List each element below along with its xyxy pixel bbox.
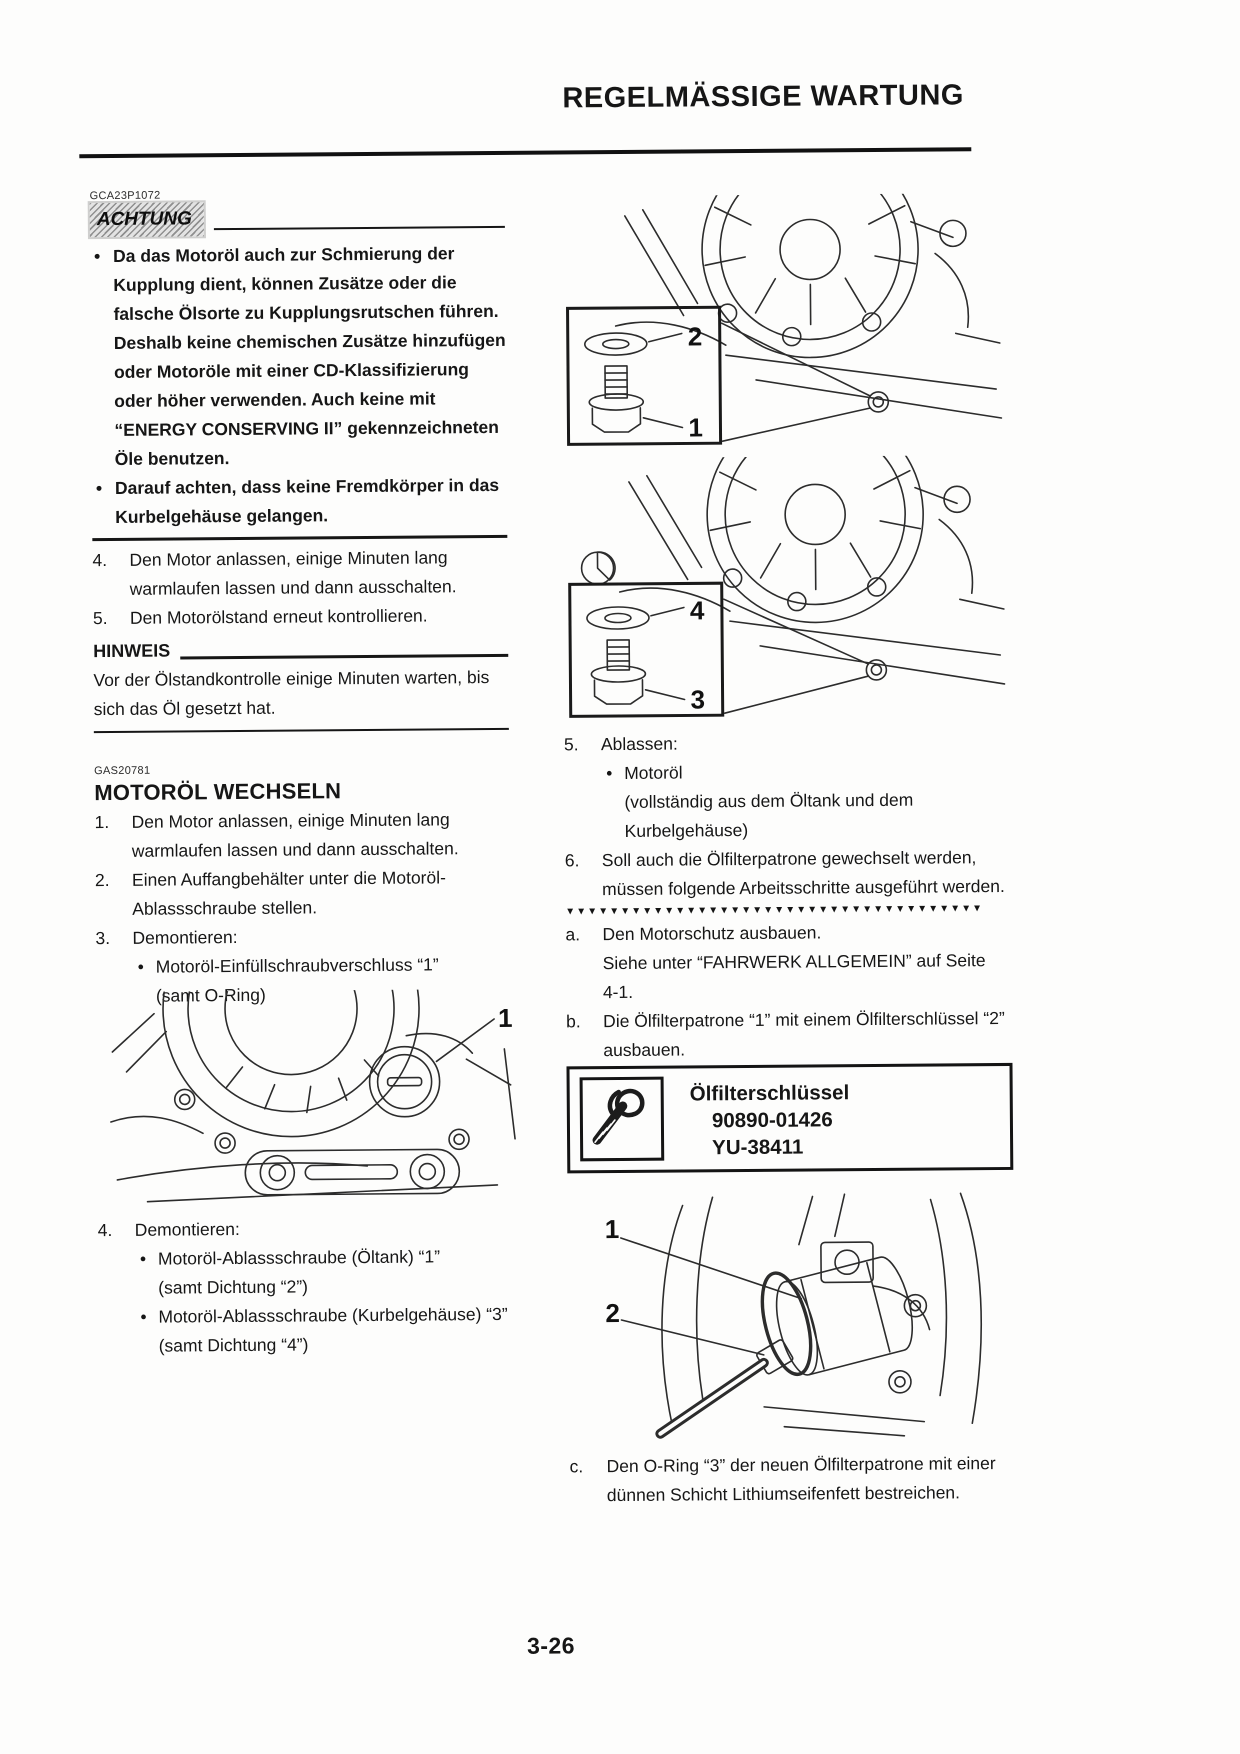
note-rule bbox=[180, 654, 508, 659]
bullet-line: (samt Dichtung “4”) bbox=[158, 1334, 309, 1356]
step-4-bullet-1 bbox=[135, 1242, 513, 1303]
caution-label: ACHTUNG bbox=[90, 202, 204, 237]
tool-name: Ölfilterschlüssel bbox=[689, 1081, 850, 1106]
figure-filler-cap bbox=[106, 989, 523, 1210]
caution-item: • Da das Motoröl auch zur Schmierung der Kupplung dient, können Zusätze oder die falsche Ölsorte zu Kupplungsrutschen führen. Deshalb keine chemischen Zusätze hinzufügen oder Motoröle mit einer CD-Klassifizierung oder höher verwenden. Auch keine mit “ENERGY CONSERVING II” gekennzeichneten Öle benutzen. bbox=[90, 239, 507, 474]
tool-info bbox=[690, 1075, 850, 1161]
left-column bbox=[90, 187, 511, 1011]
callout-drain-bolt: 1 bbox=[688, 412, 704, 443]
substep-b bbox=[566, 1004, 1006, 1065]
section-code: GAS20781 bbox=[94, 764, 151, 778]
bullet-line: (samt Dichtung “2”) bbox=[158, 1276, 309, 1298]
step-text bbox=[135, 1213, 514, 1361]
step-text: Einen Auffangbehälter unter die Motoröl-Ablassschraube stellen. bbox=[131, 867, 446, 919]
substep-line: Den Motorschutz ausbauen. bbox=[602, 922, 822, 945]
caution-list bbox=[90, 239, 507, 532]
callout-filter-cartridge: 1 bbox=[604, 1214, 620, 1245]
step-text-line: Ablassen: bbox=[600, 733, 678, 755]
step-number: 4. bbox=[97, 1219, 113, 1241]
callout-crankcase-washer: 4 bbox=[689, 595, 705, 626]
right-column-substep-c bbox=[570, 1449, 1010, 1510]
section-title: MOTORÖL WECHSELN bbox=[94, 778, 342, 806]
note-text: Vor der Ölstandkontrolle einige Minuten warten, bis sich das Öl gesetzt hat. bbox=[93, 666, 490, 719]
step-number: 2. bbox=[94, 870, 110, 891]
step-4 bbox=[98, 1213, 514, 1361]
caution-code: GCA23P1072 bbox=[89, 189, 161, 203]
substep-letter: c. bbox=[569, 1456, 584, 1477]
step-5-bullet bbox=[601, 756, 1005, 846]
step-text-line: Demontieren: bbox=[132, 927, 238, 948]
figure-drain-tank bbox=[555, 193, 1007, 452]
note-end-rule bbox=[94, 727, 509, 733]
caution-end-rule bbox=[92, 535, 507, 541]
procedure-divider: ▼▼▼▼▼▼▼▼▼▼▼▼▼▼▼▼▼▼▼▼▼▼▼▼▼▼▼▼▼▼▼▼▼▼▼▼▼▼ bbox=[565, 903, 984, 918]
note-header bbox=[93, 633, 508, 665]
left-column-step4 bbox=[98, 1213, 514, 1361]
step-5-oil-level bbox=[93, 600, 508, 632]
callout-filler-cap: 1 bbox=[497, 1002, 513, 1033]
step-2 bbox=[95, 863, 510, 924]
bullet-line: • Motoröl bbox=[624, 762, 683, 783]
substep-c bbox=[570, 1449, 1010, 1510]
substep-text bbox=[602, 917, 1006, 1007]
step-number: 3. bbox=[95, 928, 111, 949]
header-rule bbox=[79, 147, 971, 158]
callout-drain-washer: 2 bbox=[687, 321, 703, 352]
figure-oil-filter bbox=[562, 1185, 1014, 1447]
bullet-line: (samt O-Ring) bbox=[155, 984, 266, 1006]
note-label: HINWEIS bbox=[93, 640, 171, 661]
bullet-line: (vollständig aus dem Öltank und dem Kurbelgehäuse) bbox=[624, 789, 914, 841]
caution-header bbox=[90, 200, 505, 237]
caution-item: • Darauf achten, dass keine Fremdkörper in das Kurbelgehäuse gelangen. bbox=[92, 471, 507, 532]
tool-us-part-number: YU-38411 bbox=[712, 1135, 804, 1160]
bullet-line: • Motoröl-Einfüllschraubverschluss “1” bbox=[155, 954, 439, 977]
caution-rule bbox=[214, 225, 505, 230]
step-number: 5. bbox=[92, 607, 108, 628]
page-number: 3-26 bbox=[526, 1632, 576, 1659]
callout-crankcase-bolt: 3 bbox=[690, 684, 706, 715]
step-5 bbox=[564, 727, 1005, 846]
figure-drain-crankcase bbox=[557, 455, 1009, 721]
oil-filter-wrench-icon bbox=[580, 1077, 665, 1162]
step-number: 4. bbox=[92, 549, 108, 570]
step-4-oil-level bbox=[92, 542, 507, 603]
substep-a bbox=[565, 917, 1006, 1007]
step-number: 1. bbox=[94, 812, 110, 833]
oil-filter-illustration bbox=[562, 1185, 1014, 1447]
step-number: 5. bbox=[563, 734, 579, 755]
step-1 bbox=[94, 805, 509, 866]
filler-cap-illustration bbox=[106, 989, 523, 1210]
step-text-line: Demontieren: bbox=[134, 1218, 240, 1240]
step-text bbox=[601, 727, 1005, 846]
tool-part-number: 90890-01426 bbox=[711, 1108, 833, 1133]
substep-text: Den O-Ring “3” der neuen Ölfilterpatrone mit einer dünnen Schicht Lithiumseifenfett bestreichen. bbox=[606, 1453, 996, 1506]
callout-filter-wrench: 2 bbox=[605, 1298, 621, 1329]
substep-letter: a. bbox=[565, 924, 581, 945]
page-title: REGELMÄSSIGE WARTUNG bbox=[562, 79, 964, 115]
step-text: Den Motor anlassen, einige Minuten lang warmlaufen lassen und dann ausschalten. bbox=[129, 546, 457, 599]
substep-letter: b. bbox=[566, 1011, 581, 1032]
drain-crankcase-illustration bbox=[557, 455, 1009, 721]
step-text: Den Motor anlassen, einige Minuten lang warmlaufen lassen und dann ausschalten. bbox=[131, 809, 459, 861]
step-number: 6. bbox=[564, 850, 580, 871]
substep-line: Siehe unter “FAHRWERK ALLGEMEIN” auf Seite 4-1. bbox=[602, 950, 986, 1003]
right-column bbox=[564, 727, 1007, 1065]
step-4-bullet-2 bbox=[135, 1300, 513, 1361]
bullet-line: • Motoröl-Ablassschraube (Kurbelgehäuse) “3” bbox=[158, 1303, 508, 1327]
special-tool-box bbox=[566, 1063, 1013, 1173]
step-text: Den Motorölstand erneut kontrollieren. bbox=[129, 605, 428, 628]
substep-text: Die Ölfilterpatrone “1” mit einem Ölfilterschlüssel “2” ausbauen. bbox=[603, 1007, 1005, 1061]
drain-tank-illustration bbox=[555, 193, 1007, 452]
step-6 bbox=[565, 843, 1005, 904]
step-text: Soll auch die Ölfilterpatrone gewechselt werden, müssen folgende Arbeitsschritte ausgeführt werden. bbox=[601, 847, 1005, 900]
bullet-line: • Motoröl-Ablassschraube (Öltank) “1” bbox=[157, 1246, 441, 1269]
